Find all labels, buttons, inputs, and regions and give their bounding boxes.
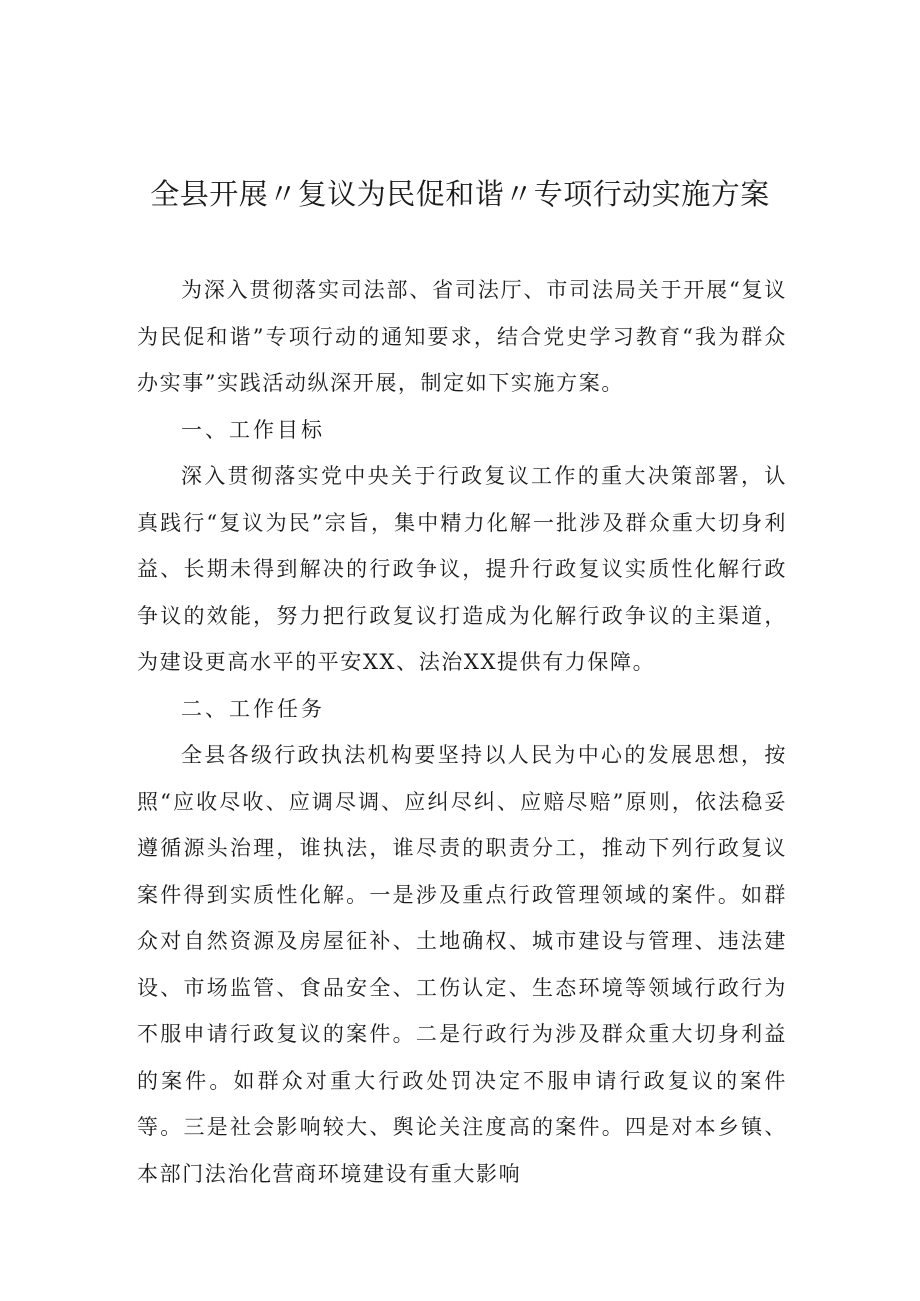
section-heading-goals: 一、工作目标 xyxy=(181,417,325,442)
section-heading-tasks: 二、工作任务 xyxy=(181,696,325,721)
document-title: 全县开展〃复议为民促和谐〃专项行动实施方案 xyxy=(150,177,770,211)
intro-paragraph: 为深入贯彻落实司法部、省司法厅、市司法局关于开展“复议为民促和谐”专项行动的通知要求，结合党史学习教育“我为群众办实事”实践活动纵深开展，制定如下实施方案。 xyxy=(137,278,787,395)
goals-paragraph: 深入贯彻落实党中央关于行政复议工作的重大决策部署，认真践行“复议为民”宗旨，集中精力化解一批涉及群众重大切身利益、长期未得到解决的行政争议，提升行政复议实质性化解行政争议的效能，努力把行政复议打造成为化解行政争议的主渠道，为建设更高水平的平安XX、法治XX提供有力保障。 xyxy=(137,464,787,674)
document-body xyxy=(137,267,787,1197)
tasks-paragraph: 全县各级行政执法机构要坚持以人民为中心的发展思想，按照“应收尽收、应调尽调、应纠尽纠、应赔尽赔”原则，依法稳妥遵循源头治理，谁执法，谁尽责的职责分工，推动下列行政复议案件得到实质性化解。一是涉及重点行政管理领域的案件。如群众对自然资源及房屋征补、土地确权、城市建设与管理、违法建设、市场监管、食品安全、工伤认定、生态环境等领域行政行为不服申请行政复议的案件。二是行政行为涉及群众重大切身利益的案件。如群众对重大行政处罚决定不服申请行政复议的案件等。三是社会影响较大、舆论关注度高的案件。四是对本乡镇、本部门法治化营商环境建设有重大影响 xyxy=(137,743,787,1186)
